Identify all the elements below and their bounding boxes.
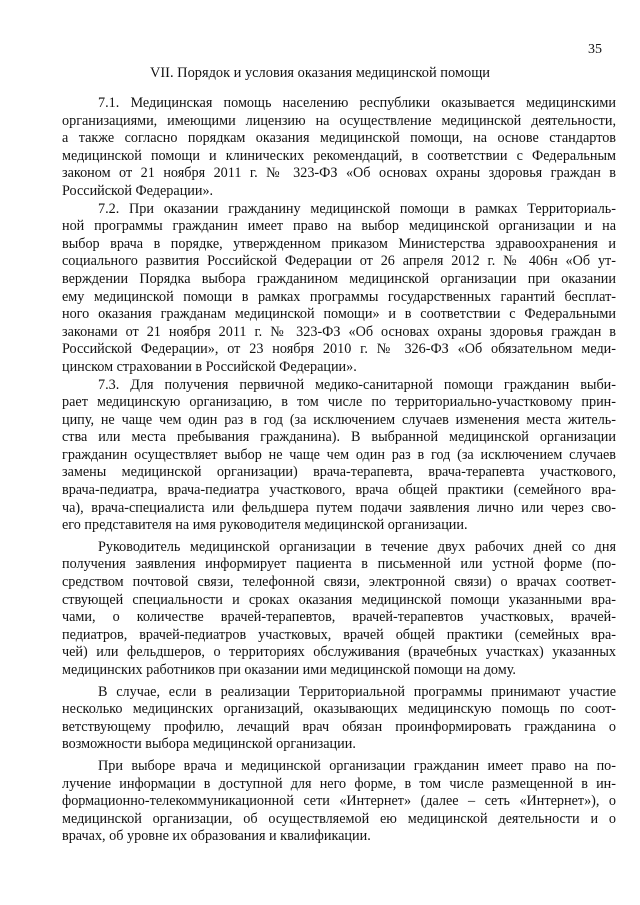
text-line: цинском страховании в Российской Федерации». xyxy=(62,358,357,375)
text-line: 7.3. Для получения первичной медико-санитарной помощи гражданин выби- xyxy=(98,376,616,393)
text-line: ча), врача-специалиста или фельдшера путем подачи заявления лично или через сво- xyxy=(62,499,616,516)
text-line: медицинской помощи и клинических рекомендаций, в соответствии с Федеральным xyxy=(62,147,616,164)
text-line: законами от 21 ноября 2011 г. № 323-ФЗ «Об основах охраны здоровья граждан в xyxy=(62,323,616,340)
paragraph-multiple-organizations xyxy=(62,684,616,754)
text-line: формационно-телекоммуникационной сети «Интернет» (далее – сеть «Интернет»), о xyxy=(62,793,616,810)
text-line: ной программы гражданин имеет право на выбор медицинской организации и на xyxy=(62,218,616,235)
paragraph-7-2 xyxy=(62,201,616,377)
text-line: ципу, не чаще чем один раз в год (за исключением случаев изменения места житель- xyxy=(62,411,616,428)
paragraph-7-1 xyxy=(62,95,616,201)
text-line: а также согласно порядкам оказания медицинской помощи, на основе стандартов xyxy=(62,130,616,147)
text-line: ствующей специальности и сроках оказания медицинской помощи указанными вра- xyxy=(62,591,616,608)
text-line: Российской Федерации». xyxy=(62,182,214,199)
text-line: чей) или фельдшеров, о территориях обслуживания (врачебных участках) указанных xyxy=(62,644,616,661)
text-line: законом от 21 ноября 2011 г. № 323-ФЗ «Об основах охраны здоровья граждан в xyxy=(62,165,616,182)
text-line: получения заявления информирует пациента в письменной или устной форме (по- xyxy=(62,556,616,573)
text-line: Российской Федерации», от 23 ноября 2010 г. № 326-ФЗ «Об обязательном меди- xyxy=(62,341,616,358)
text-line: медицинской организации, об осуществляемой ею медицинской деятельности и о xyxy=(62,810,616,827)
text-line: педиатров, врачей-педиатров участковых, врачей общей практики (семейных вра- xyxy=(62,626,616,643)
text-line: возможности выбора медицинской организации. xyxy=(62,736,356,753)
text-line: врача-педиатра, врача-педиатра участкового, врача общей практики (семейного вра- xyxy=(62,482,616,499)
text-line: чами, о количестве врачей-терапевтов, врачей-терапевтов участковых, врачей- xyxy=(62,609,616,626)
text-line: организациями, имеющими лицензию на осуществление медицинской деятельности, xyxy=(62,112,616,129)
text-line: замены медицинской организации) врача-терапевта, врача-терапевта участкового, xyxy=(62,464,616,481)
text-line: ства или места пребывания гражданина). В выбранной медицинской организации xyxy=(62,429,616,446)
text-line: ему медицинской помощи в рамках программы государственных гарантий бесплат- xyxy=(62,288,616,305)
text-line: верждении Порядка выбора гражданином медицинской организации при оказании xyxy=(62,270,616,287)
text-line: ветствующему профилю, лечащий врач обязан проинформировать гражданина о xyxy=(62,718,616,735)
text-line: 7.1. Медицинская помощь населению республики оказывается медицинскими xyxy=(98,95,616,111)
text-line: врачах, об уровне их образования и квалификации. xyxy=(62,828,371,845)
text-line: его представителя на имя руководителя медицинской организации. xyxy=(62,517,468,534)
section-title: VII. Порядок и условия оказания медицинской помощи xyxy=(150,65,490,81)
text-line: средством почтовой связи, телефонной связи, электронной связи) о врачах соответ- xyxy=(62,574,616,591)
text-line: несколько медицинских организаций, оказывающих медицинскую помощь по соот- xyxy=(62,701,616,718)
paragraph-7-3 xyxy=(62,377,616,535)
text-line: медицинских работников при оказании ими медицинской помощи на дому. xyxy=(62,662,516,678)
text-line: ного оказания гражданам медицинской помощи» и в соответствии с Федеральными xyxy=(62,306,616,323)
text-line: В случае, если в реализации Территориальной программы принимают участие xyxy=(98,683,616,700)
paragraph-information-rights xyxy=(62,758,616,846)
text-line: 7.2. При оказании гражданину медицинской помощи в рамках Территориаль- xyxy=(98,200,616,217)
text-line: выбор врача в порядке, утвержденном приказом Министерства здравоохранения и xyxy=(62,235,616,252)
text-line: Руководитель медицинской организации в течение двух рабочих дней со дня xyxy=(98,538,616,555)
text-line: При выборе врача и медицинской организации гражданин имеет право на по- xyxy=(98,757,616,774)
text-line: социального развития Российской Федерации от 26 апреля 2012 г. № 406н «Об ут- xyxy=(62,253,616,270)
text-line: лучение информации в доступной для него форме, в том числе размещенной в ин- xyxy=(62,775,616,792)
body-text xyxy=(62,95,616,846)
paragraph-organization-head xyxy=(62,539,616,680)
text-line: рает медицинскую организацию, в том числе по территориально-участковому прин- xyxy=(62,394,616,411)
page-number: 35 xyxy=(588,42,602,57)
text-line: гражданин осуществляет выбор не чаще чем один раз в год (за исключением случаев xyxy=(62,446,616,463)
